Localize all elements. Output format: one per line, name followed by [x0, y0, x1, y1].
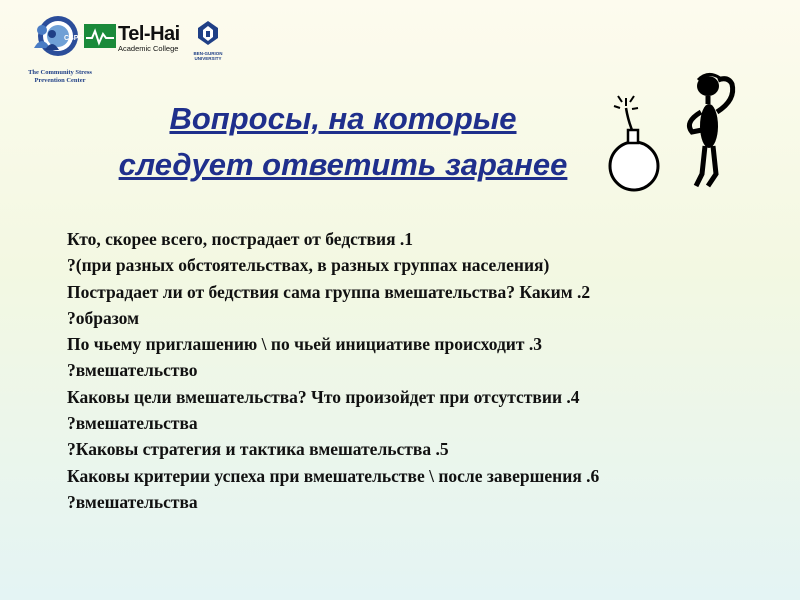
bgu-label-line2: UNIVERSITY — [194, 56, 222, 61]
question-line: ?вмешательства — [67, 491, 198, 512]
telhai-subtitle: Academic College — [118, 44, 179, 53]
question-line: Каковы цели вмешательства? Что произойдет при отсутствии .4 — [67, 386, 580, 407]
question-line: ?вмешательства — [67, 413, 198, 434]
bgu-logo — [188, 20, 228, 61]
question-line: Каковы критерии успеха при вмешательстве \ после завершения .6 — [67, 465, 600, 486]
question-line: Кто, скорее всего, пострадает от бедствия .1 — [67, 229, 414, 249]
csp-caption-line2: Prevention Center — [34, 77, 86, 85]
slide-title — [76, 96, 610, 188]
questions-list — [67, 226, 767, 515]
bgu-label-line1: BEN-GURION — [193, 51, 223, 56]
bgu-emblem-icon — [197, 20, 219, 46]
question-line: По чьему приглашению \ по чьей инициативе происходит .3 — [67, 334, 542, 355]
bomb-and-thinking-man-icon — [604, 70, 754, 196]
slide-title-line1: Вопросы, на которые — [169, 101, 517, 136]
csp-caption-line1: The Community Stress — [28, 69, 92, 76]
telhai-name: Tel-Hai — [118, 23, 180, 45]
question-line: ?вмешательство — [67, 360, 198, 381]
question-line: Пострадает ли от бедствия сама группа вмешательства? Каким .2 — [67, 281, 591, 302]
slide-title-line2: следует ответить заранее — [118, 147, 568, 182]
question-line: ?Каковы стратегия и тактика вмешательства .5 — [67, 439, 449, 460]
telhai-mark-icon — [84, 24, 116, 48]
telhai-logo — [84, 24, 180, 53]
svg-text:CSPC: CSPC — [64, 35, 84, 42]
people-circles-icon — [24, 14, 84, 62]
question-line: ?образом — [67, 307, 139, 328]
question-line: ?(при разных обстоятельствах, в разных группах населения) — [67, 255, 550, 276]
